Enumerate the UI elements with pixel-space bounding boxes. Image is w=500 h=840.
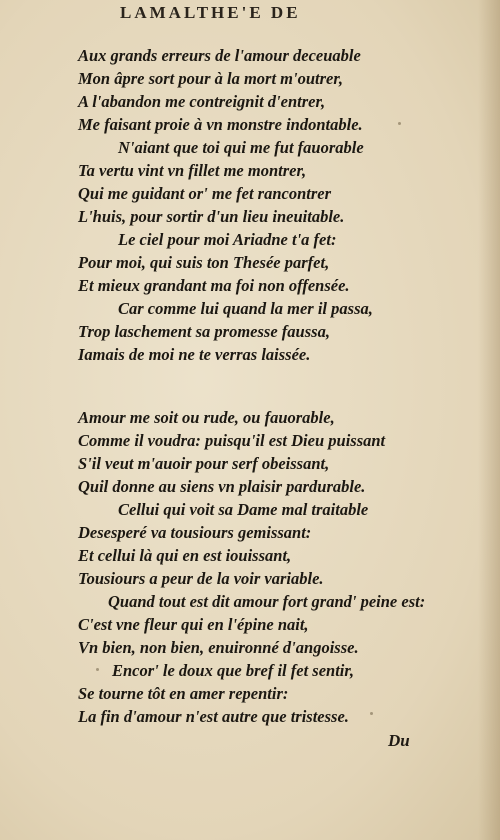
verse-line: Mon âpre sort pour à la mort m'outrer, bbox=[78, 69, 343, 88]
verse-line: Ta vertu vint vn fillet me montrer, bbox=[78, 161, 307, 180]
verse-line: Aux grands erreurs de l'amour deceuable bbox=[78, 46, 361, 65]
verse-line: Tousiours a peur de la voir variable. bbox=[78, 569, 324, 588]
verse-line: La fin d'amour n'est autre que tristesse. bbox=[78, 707, 349, 726]
verse-line: Se tourne tôt en amer repentir: bbox=[78, 684, 289, 703]
verse-line: C'est vne fleur qui en l'épine nait, bbox=[78, 615, 309, 634]
verse-line: Qui me guidant or' me fet rancontrer bbox=[78, 184, 332, 203]
ink-speck bbox=[96, 668, 99, 671]
verse-line: Vn bien, non bien, enuironné d'angoisse. bbox=[78, 638, 359, 657]
verse-line: Et mieux grandant ma foi non offensée. bbox=[78, 276, 350, 295]
ink-speck bbox=[398, 122, 401, 125]
verse-line: S'il veut m'auoir pour serf obeissant, bbox=[78, 454, 330, 473]
verse-line: A l'abandon me contreignit d'entrer, bbox=[78, 92, 326, 111]
verse-line: Encor' le doux que bref il fet sentir, bbox=[112, 661, 355, 680]
verse-line: Cellui qui voit sa Dame mal traitable bbox=[118, 500, 369, 519]
verse-line: Quand tout est dit amour fort grand' peine est: bbox=[108, 592, 426, 611]
verse-line: L'huis, pour sortir d'un lieu ineuitable. bbox=[78, 207, 345, 226]
catchword: Du bbox=[388, 731, 410, 750]
ink-speck bbox=[370, 712, 373, 715]
verse-line: Me faisant proie à vn monstre indontable. bbox=[78, 115, 363, 134]
verse-line: Desesperé va tousiours gemissant: bbox=[78, 523, 312, 542]
verse-line: Quil donne au siens vn plaisir pardurable. bbox=[78, 477, 366, 496]
verse-line: Car comme lui quand la mer il passa, bbox=[118, 299, 373, 318]
verse-line: Et cellui là qui en est iouissant, bbox=[78, 546, 292, 565]
verse-line: Comme il voudra: puisqu'il est Dieu puissant bbox=[78, 431, 386, 450]
running-header: LAMALTHE'E DE bbox=[120, 3, 301, 22]
verse-line: Pour moi, qui suis ton Thesée parfet, bbox=[78, 253, 330, 272]
verse-line: Le ciel pour moi Ariadne t'a fet: bbox=[118, 230, 337, 249]
verse-line: N'aiant que toi qui me fut fauorable bbox=[118, 138, 364, 157]
verse-line: Iamais de moi ne te verras laissée. bbox=[78, 345, 311, 364]
verse-line: Trop laschement sa promesse faussa, bbox=[78, 322, 330, 341]
verse-line: Amour me soit ou rude, ou fauorable, bbox=[78, 408, 335, 427]
page-edge-shadow bbox=[478, 0, 500, 840]
